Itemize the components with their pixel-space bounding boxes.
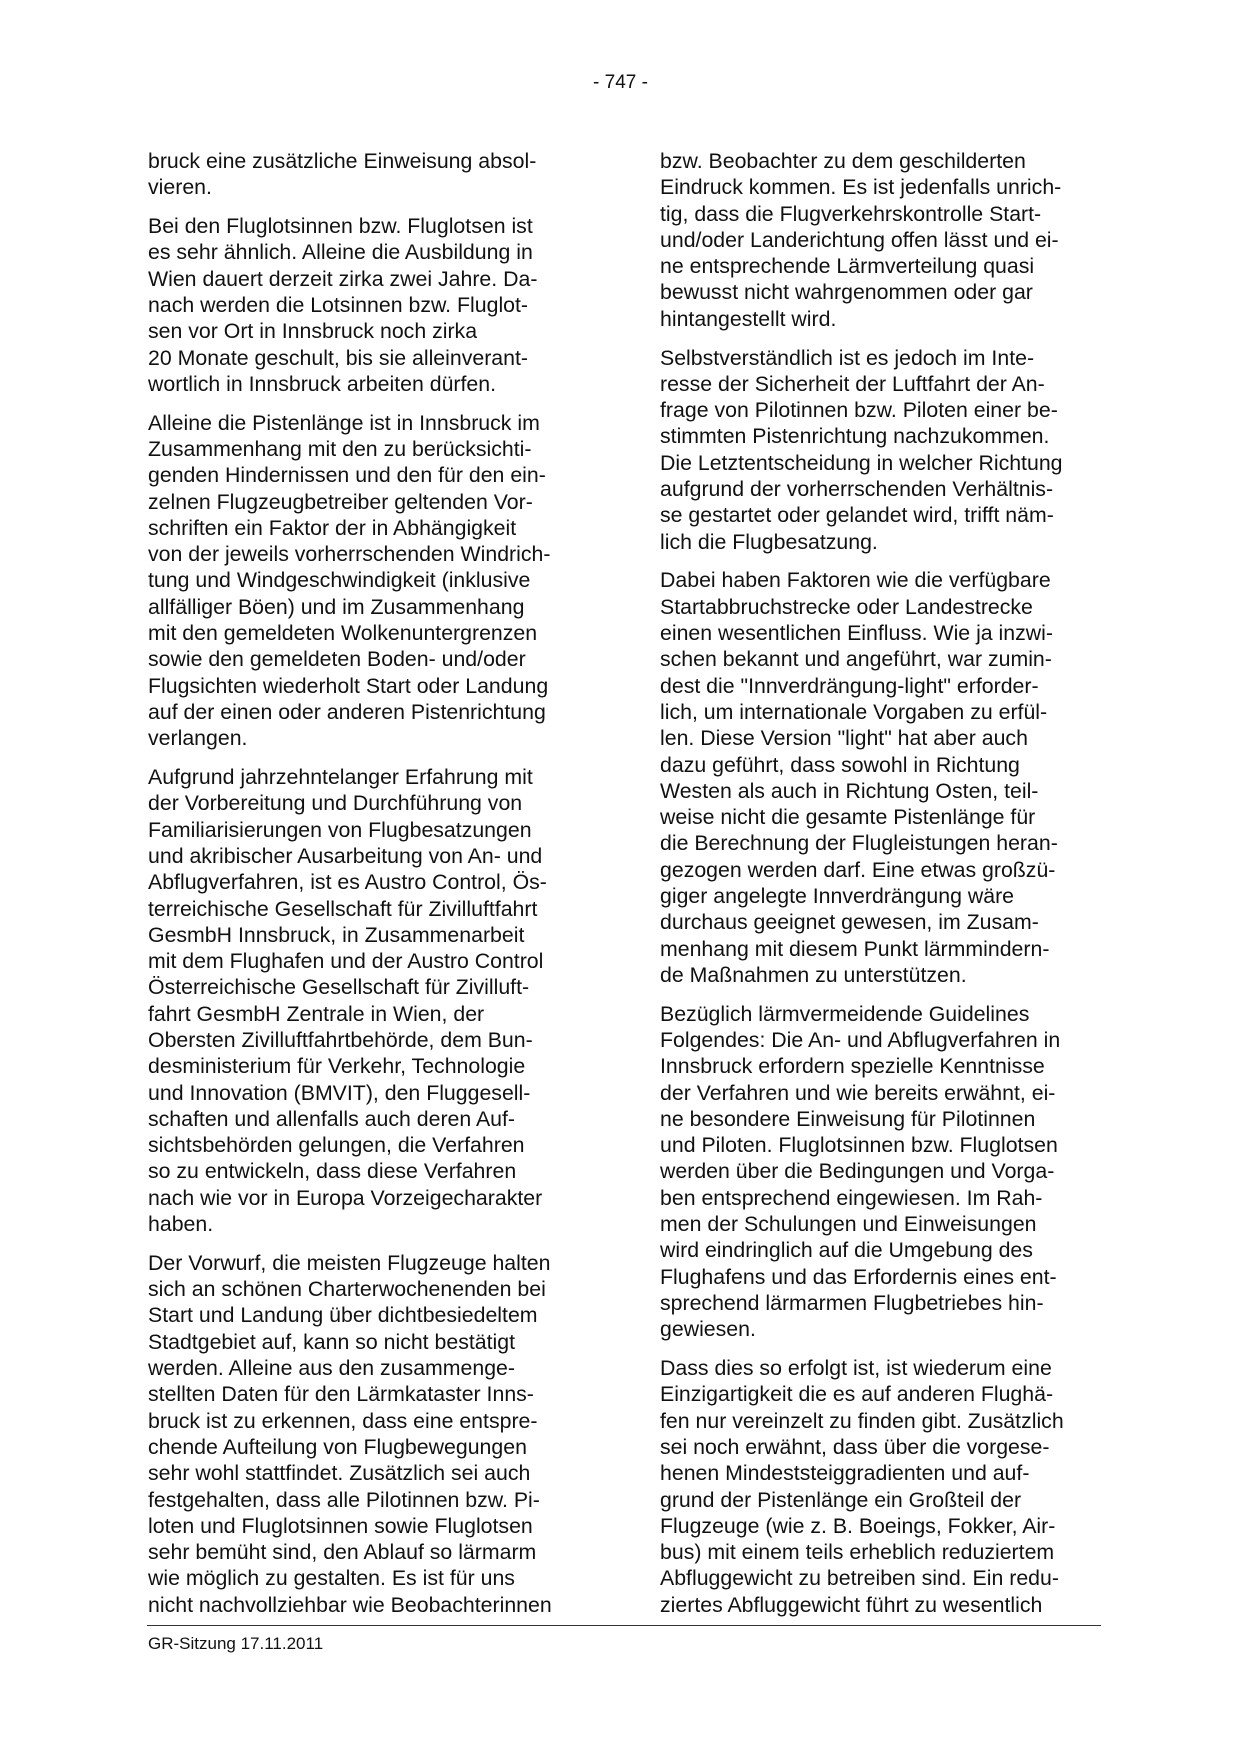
- left-column: [148, 148, 598, 1631]
- paragraph: Bezüglich lärmvermeidende Guidelines Folgendes: Die An- und Abflugverfahren in Innsbruck erfordern spezielle Kenntnisse der Verfahren und wie bereits erwähnt, ei- ne besondere Einweisung für Pilotinnen und Piloten. Fluglotsinnen bzw. Fluglotsen werden über die Bedingungen und Vorga- ben entsprechend eingewiesen. Im Rah- men der Schulungen und Einweisungen wird eindringlich auf die Umgebung des Flughafens und das Erfordernis eines ent- sprechend lärmarmen Flugbetriebes hin- gewiesen.: [660, 1001, 1061, 1342]
- paragraph: bruck eine zusätzliche Einweisung absol- vieren.: [148, 149, 537, 200]
- paragraph: Der Vorwurf, die meisten Flugzeuge halten sich an schönen Charterwochenenden bei Start und Landung über dichtbesiedeltem Stadtgebiet auf, kann so nicht bestätigt werden. Alleine aus den zusammenge- stellten Daten für den Lärmkataster Inns- bruck ist zu erkennen, dass eine entspre- chende Aufteilung von Flugbewegungen sehr wohl stattfindet. Zusätzlich sei auch festgehalten, dass alle Pilotinnen bzw. Pi- loten und Fluglotsinnen sowie Fluglotsen sehr bemüht sind, den Ablauf so lärmarm wie möglich zu gestalten. Es ist für uns nicht nachvollziehbar wie Beobachterinnen: [148, 1250, 552, 1617]
- page-number: - 747 -: [593, 72, 648, 93]
- right-column: [660, 148, 1110, 1631]
- paragraph: Selbstverständlich ist es jedoch im Inte- resse der Sicherheit der Luftfahrt der An- frage von Pilotinnen bzw. Piloten einer be- stimmten Pistenrichtung nachzukommen. Die Letztentscheidung in welcher Richtung aufgrund der vorherrschenden Verhältnis- se gestartet oder gelandet wird, trifft näm- lich die Flugbesatzung.: [660, 345, 1063, 554]
- paragraph: Dabei haben Faktoren wie die verfügbare Startabbruchstrecke oder Landestrecke einen wesentlichen Einfluss. Wie ja inzwi- schen bekannt und angeführt, war zumin- dest die "Innverdrängung-light" erforder- lich, um internationale Vorgaben zu erfül- len. Diese Version "light" hat aber auch dazu geführt, dass sowohl in Richtung Westen als auch in Richtung Osten, teil- weise nicht die gesamte Pistenlänge für die Berechnung der Flugleistungen heran- gezogen werden darf. Eine etwas großzü- giger angelegte Innverdrängung wäre durchaus geeignet gewesen, im Zusam- menhang mit diesem Punkt lärmmindern- de Maßnahmen zu unterstützen.: [660, 568, 1058, 987]
- paragraph: bzw. Beobachter zu dem geschilderten Eindruck kommen. Es ist jedenfalls unrich- tig, dass die Flugverkehrskontrolle Start- und/oder Landerichtung offen lässt und ei- ne entsprechende Lärmverteilung quasi bewusst nicht wahrgenommen oder gar hintangestellt wird.: [660, 149, 1062, 331]
- footer-session-date: GR-Sitzung 17.11.2011: [148, 1634, 324, 1653]
- footer-divider: [147, 1625, 1101, 1626]
- paragraph: Aufgrund jahrzehntelanger Erfahrung mit der Vorbereitung und Durchführung von Familiarisierungen von Flugbesatzungen und akribischer Ausarbeitung von An- und Abflugverfahren, ist es Austro Control, Ös- terreichische Gesellschaft für Zivilluftfahrt GesmbH Innsbruck, in Zusammenarbeit mit dem Flughafen und der Austro Control Österreichische Gesellschaft für Zivilluft- fahrt GesmbH Zentrale in Wien, der Obersten Zivilluftfahrtbehörde, dem Bun- desministerium für Verkehr, Technologie und Innovation (BMVIT), den Fluggesell- schaften und allenfalls auch deren Auf- sichtsbehörden gelungen, die Verfahren so zu entwickeln, dass diese Verfahren nach wie vor in Europa Vorzeigecharakter haben.: [148, 765, 547, 1237]
- paragraph: Dass dies so erfolgt ist, ist wiederum eine Einzigartigkeit die es auf anderen Flughä- fen nur vereinzelt zu finden gibt. Zusätzlich sei noch erwähnt, dass über die vorgese- henen Mindeststeiggradienten und auf- grund der Pistenlänge ein Großteil der Flugzeuge (wie z. B. Boeings, Fokker, Air- bus) mit einem teils erheblich reduziertem Abfluggewicht zu betreiben sind. Ein redu- ziertes Abfluggewicht führt zu wesentlich: [660, 1356, 1064, 1617]
- paragraph: Bei den Fluglotsinnen bzw. Fluglotsen ist es sehr ähnlich. Alleine die Ausbildung in Wien dauert derzeit zirka zwei Jahre. Da- nach werden die Lotsinnen bzw. Fluglot- sen vor Ort in Innsbruck noch zirka 20 Monate geschult, bis sie alleinverant- wortlich in Innsbruck arbeiten dürfen.: [148, 214, 538, 396]
- paragraph: Alleine die Pistenlänge ist in Innsbruck im Zusammenhang mit den zu berücksichti- genden Hindernissen und den für den ein- zelnen Flugzeugbetreiber geltenden Vor- schriften ein Faktor der in Abhängigkeit von der jeweils vorherrschenden Windrich- tung und Windgeschwindigkeit (inklusive allfälliger Böen) und im Zusammenhang mit den gemeldeten Wolkenuntergrenzen sowie den gemeldeten Boden- und/oder Flugsichten wiederholt Start oder Landung auf der einen oder anderen Pistenrichtung verlangen.: [148, 410, 551, 751]
